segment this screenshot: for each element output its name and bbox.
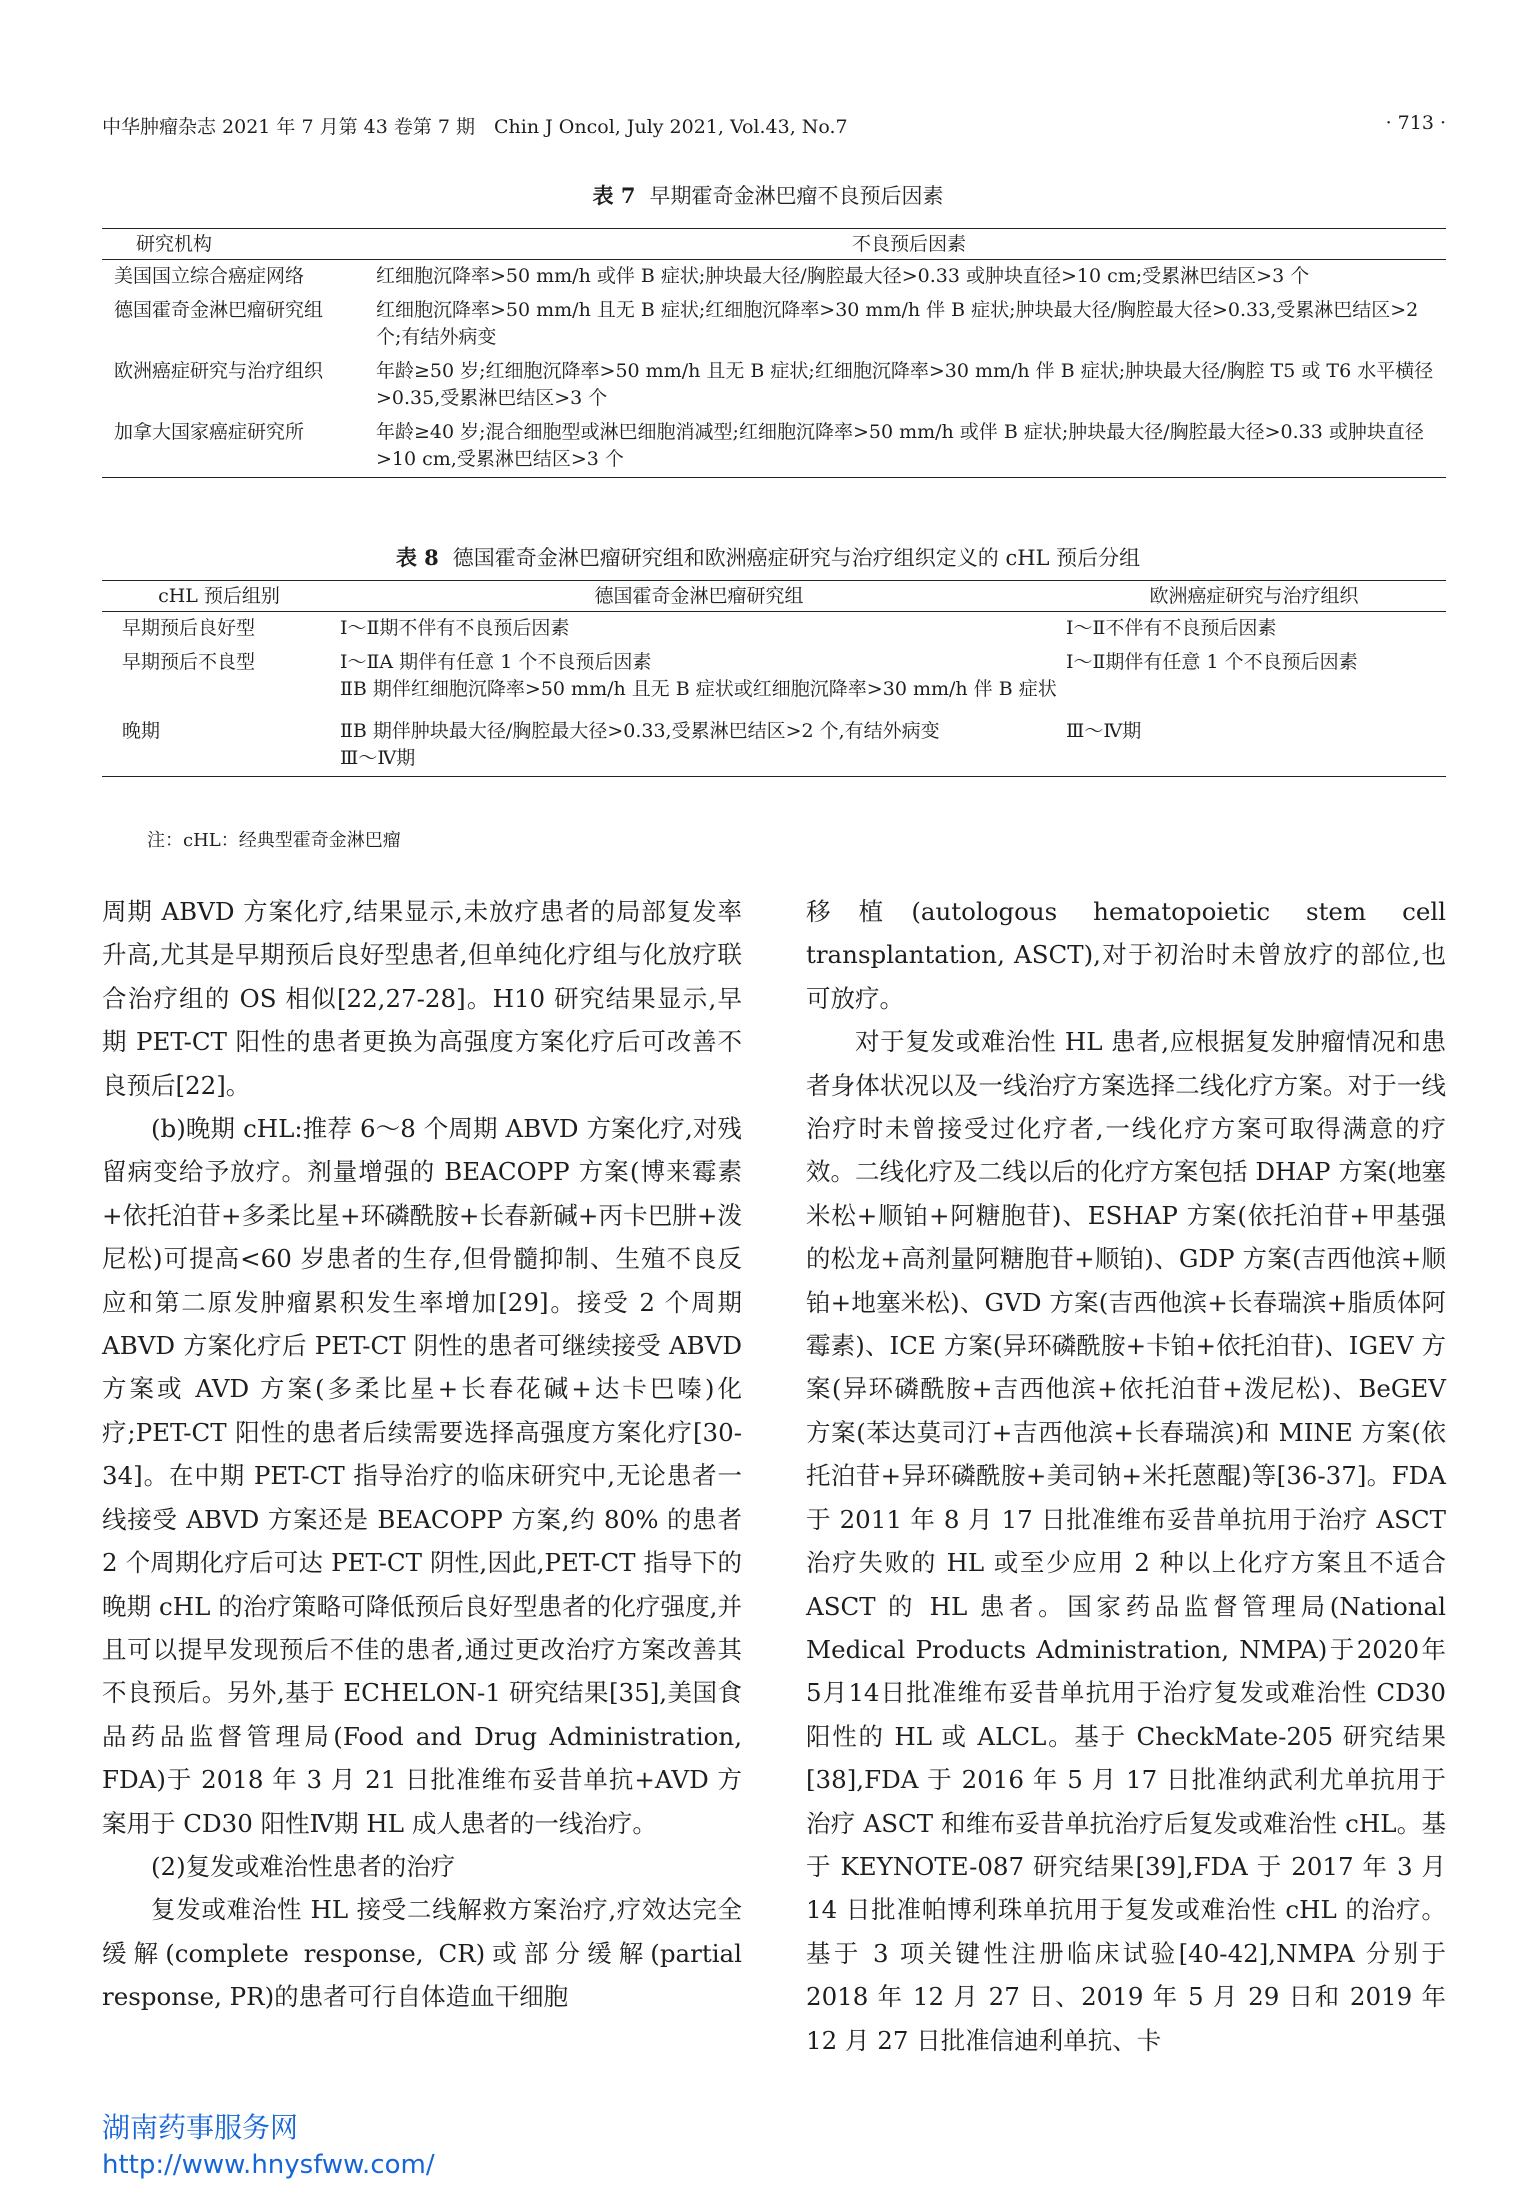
table-cell: 美国国立综合癌症网络	[114, 265, 305, 287]
paragraph: 对于复发或难治性 HL 患者,应根据复发肿瘤情况和患者身体状况以及一线治疗方案选择二线化疗方案。对于一线治疗时未曾接受过化疗者,一线化疗方案可取得满意的疗效。二线化疗及二线以后的化疗方案包括 DHAP 方案(地塞米松+顺铂+阿糖胞苷)、ESHAP 方案(依托泊苷+甲基强的松龙+高剂量阿糖胞苷+顺铂)、GDP 方案(吉西他滨+顺铂+地塞米松)、GVD 方案(吉西他滨+长春瑞滨+脂质体阿霉素)、ICE 方案(异环磷酰胺+卡铂+依托泊苷)、IGEV 方案(异环磷酰胺+吉西他滨+依托泊苷+泼尼松)、BeGEV 方案(苯达莫司汀+吉西他滨+长春瑞滨)和 MINE 方案(依托泊苷+异环磷酰胺+美司钠+米托蒽醌)等[36-37]。FDA 于 2011 年 8 月 17 日批准维布妥昔单抗用于治疗 ASCT 治疗失败的 HL 或至少应用 2 种以上化疗方案且不适合 ASCT 的 HL 患者。国家药品监督管理局(National Medical Products Administration, NMPA)于2020年5月14日批准维布妥昔单抗用于治疗复发或难治性 CD30 阳性的 HL 或 ALCL。基于 CheckMate-205 研究结果[38],FDA 于 2016 年 5 月 17 日批准纳武利尤单抗用于治疗 ASCT 和维布妥昔单抗治疗后复发或难治性 cHL。基于 KEYNOTE-087 研究结果[39],FDA 于 2017 年 3 月 14 日批准帕博利珠单抗用于复发或难治性 cHL 的治疗。基于 3 项关键性注册临床试验[40-42],NMPA 分别于 2018 年 12 月 27 日、2019 年 5 月 29 日和 2019 年 12 月 27 日批准信迪利单抗、卡	[806, 1027, 1446, 2055]
table-7	[102, 228, 1446, 478]
table-cell: ⅡB 期伴肿块最大径/胸腔最大径>0.33,受累淋巴结区>2 个,有结外病变 Ⅲ～Ⅳ期	[340, 720, 940, 769]
table-8-label: 表 8	[395, 545, 439, 570]
table-cell: Ⅰ～Ⅱ期不伴有不良预后因素	[340, 617, 570, 639]
table-row	[102, 416, 1446, 478]
table-cell: Ⅰ～Ⅱ不伴有不良预后因素	[1066, 617, 1277, 639]
table-8-title: 德国霍奇金淋巴瘤研究组和欧洲癌症研究与治疗组织定义的 cHL 预后分组	[452, 546, 1141, 570]
table-cell: 德国霍奇金淋巴瘤研究组	[114, 299, 324, 321]
paragraph: 周期 ABVD 方案化疗,结果显示,未放疗患者的局部复发率升高,尤其是早期预后良好型患者,但单纯化疗组与化放疗联合治疗组的 OS 相似[22,27-28]。H10 研究结果显示,早期 PET-CT 阳性的患者更换为高强度方案化疗后可改善不良预后[22]。	[102, 897, 742, 1100]
table-cell: 年龄≥40 岁;混合细胞型或淋巴细胞消减型;红细胞沉降率>50 mm/h 或伴 B 症状;肿块最大径/胸腔最大径>0.33 或肿块直径>10 cm,受累淋巴结区>3 个	[376, 421, 1424, 470]
paragraph: (b)晚期 cHL:推荐 6～8 个周期 ABVD 方案化疗,对残留病变给予放疗。剂量增强的 BEACOPP 方案(博来霉素+依托泊苷+多柔比星+环磷酰胺+长春新碱+丙卡巴肼+泼尼松)可提高<60 岁患者的生存,但骨髓抑制、生殖不良反应和第二原发肿瘤累积发生率增加[29]。接受 2 个周期 ABVD 方案化疗后 PET-CT 阴性的患者可继续接受 ABVD 方案或 AVD 方案(多柔比星+长春花碱+达卡巴嗪)化疗;PET-CT 阳性的患者后续需要选择高强度方案化疗[30-34]。在中期 PET-CT 指导治疗的临床研究中,无论患者一线接受 ABVD 方案还是 BEACOPP 方案,约 80% 的患者 2 个周期化疗后可达 PET-CT 阴性,因此,PET-CT 指导下的晚期 cHL 的治疗策略可降低预后良好型患者的化疗强度,并且可以提早发现预后不佳的患者,通过更改治疗方案改善其不良预后。另外,基于 ECHELON-1 研究结果[35],美国食品药品监督管理局(Food and Drug Administration, FDA)于 2018 年 3 月 21 日批准维布妥昔单抗+AVD 方案用于 CD30 阳性Ⅳ期 HL 成人患者的一线治疗。	[102, 1114, 742, 1838]
column-header: 不良预后因素	[372, 229, 1446, 260]
column-header: cHL 预后组别	[102, 581, 336, 612]
table-cell: 早期预后良好型	[122, 617, 256, 639]
column-header: 研究机构	[102, 229, 372, 260]
journal-citation: 中华肿瘤杂志 2021 年 7 月第 43 卷第 7 期 Chin J Oncol, July 2021, Vol.43, No.7	[102, 116, 848, 138]
table-cell: 欧洲癌症研究与治疗组织	[114, 360, 324, 382]
running-header	[102, 112, 1446, 146]
table-cell: 早期预后不良型	[122, 651, 256, 673]
table-row	[102, 260, 1446, 295]
watermark-url[interactable]: http://www.hnysfww.com/	[102, 2150, 435, 2180]
subsection-heading: (2)复发或难治性患者的治疗	[151, 1851, 456, 1881]
table-cell: 红细胞沉降率>50 mm/h 且无 B 症状;红细胞沉降率>30 mm/h 伴 B 症状;肿块最大径/胸腔最大径>0.33,受累淋巴结区>2 个;有结外病变	[376, 299, 1419, 348]
table-7-title: 早期霍奇金淋巴瘤不良预后因素	[649, 184, 944, 208]
table-7-caption	[0, 180, 1536, 210]
table-cell: Ⅰ～ⅡA 期伴有任意 1 个不良预后因素 ⅡB 期伴红细胞沉降率>50 mm/h 且无 B 症状或红细胞沉降率>30 mm/h 伴 B 症状	[340, 651, 1057, 700]
table-row	[102, 294, 1446, 355]
table-cell: 加拿大国家癌症研究所	[114, 421, 305, 443]
paragraph: 复发或难治性 HL 接受二线解救方案治疗,疗效达完全缓解(complete response, CR)或部分缓解(partial response, PR)的患者可行自体造血干细胞	[102, 1895, 742, 2012]
page-number: · 713 ·	[1385, 112, 1446, 134]
table-header-row	[102, 581, 1446, 612]
table-cell: Ⅲ～Ⅳ期	[1066, 720, 1142, 742]
right-text-column	[806, 890, 1446, 2062]
table-header-row	[102, 229, 1446, 260]
table-8-footnote: 注：cHL：经典型霍奇金淋巴瘤	[147, 830, 401, 851]
watermark-site-name: 湖南药事服务网	[102, 2111, 299, 2144]
column-header: 欧洲癌症研究与治疗组织	[1062, 581, 1446, 612]
table-row	[102, 715, 1446, 777]
table-cell: 红细胞沉降率>50 mm/h 或伴 B 症状;肿块最大径/胸腔最大径>0.33 或肿块直径>10 cm;受累淋巴结区>3 个	[376, 265, 1310, 287]
table-cell: 晚期	[122, 720, 161, 742]
left-text-column	[102, 890, 742, 2019]
column-header: 德国霍奇金淋巴瘤研究组	[336, 581, 1062, 612]
table-7-label: 表 7	[592, 183, 636, 208]
table-8	[102, 580, 1446, 777]
table-8-caption	[0, 542, 1536, 572]
table-row	[102, 646, 1446, 715]
table-cell: Ⅰ～Ⅱ期伴有任意 1 个不良预后因素	[1066, 651, 1358, 673]
paragraph: 移植(autologous hematopoietic stem cell transplantation, ASCT),对于初治时未曾放疗的部位,也可放疗。	[806, 897, 1446, 1013]
table-row	[102, 355, 1446, 416]
table-row	[102, 612, 1446, 647]
table-cell: 年龄≥50 岁;红细胞沉降率>50 mm/h 且无 B 症状;红细胞沉降率>30 mm/h 伴 B 症状;肿块最大径/胸腔 T5 或 T6 水平横径>0.35,受累淋巴结区>3 个	[376, 360, 1434, 409]
